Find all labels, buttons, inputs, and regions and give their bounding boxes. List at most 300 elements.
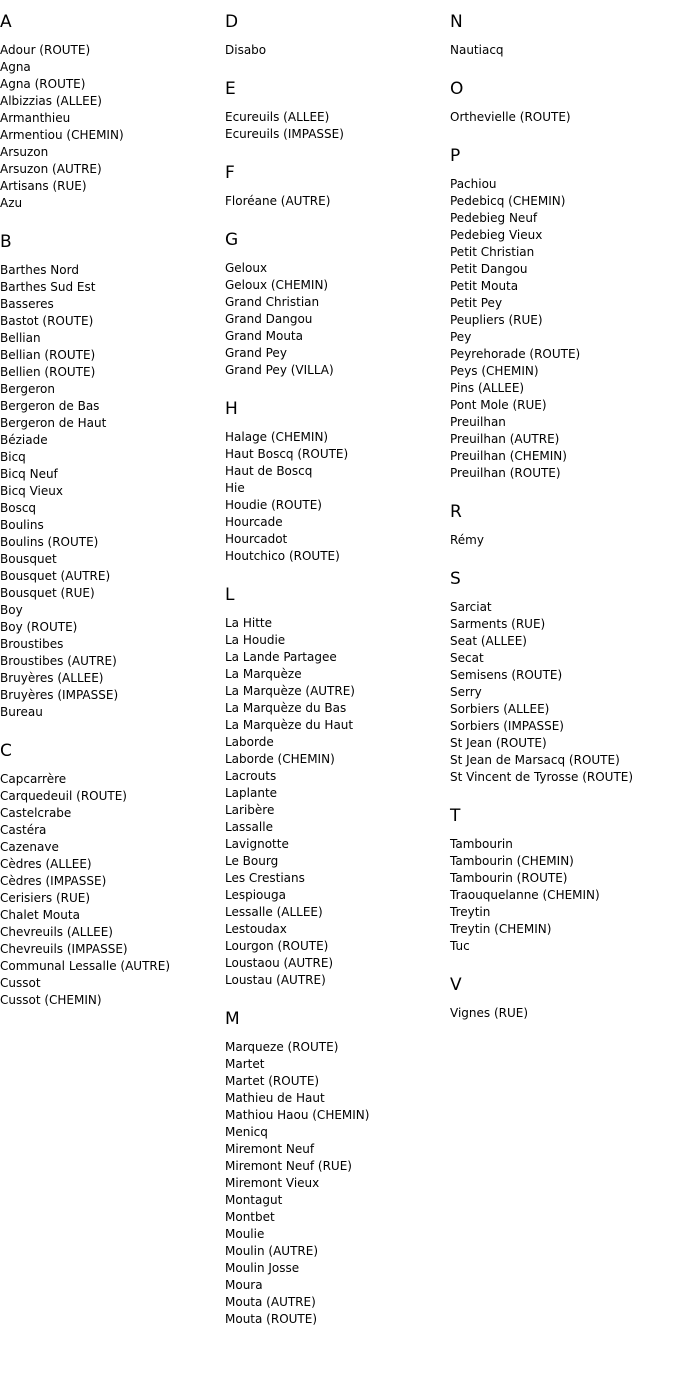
letter-group [225, 399, 450, 565]
list-item [450, 599, 675, 616]
street-link[interactable]: Albizzias (ALLEE) [0, 94, 102, 108]
list-item [0, 42, 225, 59]
list-item [225, 751, 450, 768]
street-link[interactable]: Petit Mouta [450, 279, 519, 293]
street-link[interactable]: Lavignotte [225, 837, 289, 851]
letter-heading: G [225, 230, 239, 250]
street-link[interactable]: Bruyères (ALLEE) [0, 671, 104, 685]
letter-heading: C [0, 741, 12, 761]
list-item [450, 769, 675, 786]
street-link[interactable]: Petit Dangou [450, 262, 528, 276]
letter-heading: E [225, 79, 236, 99]
list-item [450, 853, 675, 870]
street-link[interactable]: Halage (CHEMIN) [225, 430, 329, 444]
street-link[interactable]: Laborde [225, 735, 274, 749]
street-link[interactable]: Lespiouga [225, 888, 286, 902]
list-item [0, 144, 225, 161]
list-item [0, 585, 225, 602]
street-link[interactable]: Tambourin (ROUTE) [450, 871, 568, 885]
list-item [225, 497, 450, 514]
street-link[interactable]: Agna (ROUTE) [0, 77, 86, 91]
list-item [0, 619, 225, 636]
street-link[interactable]: Peupliers (RUE) [450, 313, 543, 327]
street-link[interactable]: Geloux (CHEMIN) [225, 278, 329, 292]
list-item [225, 193, 450, 210]
street-link[interactable]: Treytin [450, 905, 491, 919]
list-item [450, 278, 675, 295]
street-list [225, 429, 450, 565]
list-item [0, 364, 225, 381]
street-link[interactable]: Arsuzon [0, 145, 49, 159]
list-item [0, 500, 225, 517]
list-item [450, 752, 675, 769]
street-link[interactable]: Armanthieu [0, 111, 71, 125]
list-item [0, 941, 225, 958]
street-link[interactable]: Haut de Boscq [225, 464, 313, 478]
street-list [450, 42, 675, 59]
street-link[interactable]: St Jean (ROUTE) [450, 736, 547, 750]
street-link[interactable]: Le Bourg [225, 854, 279, 868]
street-link[interactable]: Preuilhan (AUTRE) [450, 432, 560, 446]
street-link[interactable]: Pont Mole (RUE) [450, 398, 547, 412]
list-item [0, 59, 225, 76]
street-link[interactable]: Martet (ROUTE) [225, 1074, 320, 1088]
street-link[interactable]: Miremont Vieux [225, 1176, 320, 1190]
list-item [0, 466, 225, 483]
street-list [225, 42, 450, 59]
list-item [225, 1039, 450, 1056]
street-link[interactable]: Loustau (AUTRE) [225, 973, 326, 987]
list-item [0, 822, 225, 839]
street-link[interactable]: Montbet [225, 1210, 275, 1224]
street-link[interactable]: Preuilhan (ROUTE) [450, 466, 561, 480]
list-item [225, 921, 450, 938]
street-link[interactable]: Semisens (ROUTE) [450, 668, 563, 682]
street-link[interactable]: Broustibes (AUTRE) [0, 654, 117, 668]
letter-heading: F [225, 163, 235, 183]
street-link[interactable]: Capcarrère [0, 772, 67, 786]
letter-heading: H [225, 399, 238, 419]
list-item [225, 294, 450, 311]
list-item [225, 768, 450, 785]
list-item [450, 836, 675, 853]
list-item [225, 700, 450, 717]
street-link[interactable]: Basseres [0, 297, 54, 311]
list-item [225, 819, 450, 836]
street-link[interactable]: Boscq [0, 501, 37, 515]
list-item [0, 975, 225, 992]
list-item [0, 534, 225, 551]
list-item [450, 870, 675, 887]
list-item [225, 853, 450, 870]
list-item [225, 429, 450, 446]
list-item [450, 616, 675, 633]
street-link[interactable]: Sorbiers (IMPASSE) [450, 719, 564, 733]
street-link[interactable]: Tambourin [450, 837, 513, 851]
street-link[interactable]: La Marquèze du Bas [225, 701, 347, 715]
list-item [450, 312, 675, 329]
letter-group [225, 1009, 450, 1328]
street-link[interactable]: Cèdres (ALLEE) [0, 857, 92, 871]
street-link[interactable]: Seat (ALLEE) [450, 634, 527, 648]
street-link[interactable]: Houdie (ROUTE) [225, 498, 322, 512]
street-link[interactable]: Disabo [225, 43, 267, 57]
list-item [225, 277, 450, 294]
street-link[interactable]: Lestoudax [225, 922, 287, 936]
list-item [225, 345, 450, 362]
letter-heading: A [0, 12, 12, 32]
letter-group [225, 12, 450, 59]
street-link[interactable]: Bergeron de Haut [0, 416, 107, 430]
list-item [225, 785, 450, 802]
list-item [225, 109, 450, 126]
list-item [450, 938, 675, 955]
street-link[interactable]: Pedebieg Vieux [450, 228, 543, 242]
list-item [225, 1311, 450, 1328]
list-item [450, 735, 675, 752]
street-link[interactable]: Pedebieg Neuf [450, 211, 538, 225]
letter-group [0, 232, 225, 721]
street-link[interactable]: Preuilhan [450, 415, 506, 429]
list-item [225, 1124, 450, 1141]
street-link[interactable]: Montagut [225, 1193, 283, 1207]
list-item [225, 938, 450, 955]
list-item [225, 632, 450, 649]
street-link[interactable]: Vignes (RUE) [450, 1006, 529, 1020]
street-link[interactable]: Hourcade [225, 515, 283, 529]
street-link[interactable]: Arsuzon (AUTRE) [0, 162, 102, 176]
list-item [0, 415, 225, 432]
street-link[interactable]: Traouquelanne (CHEMIN) [450, 888, 600, 902]
street-link[interactable]: Pins (ALLEE) [450, 381, 525, 395]
street-link[interactable]: Bicq Neuf [0, 467, 58, 481]
street-link[interactable]: Castéra [0, 823, 47, 837]
letter-group [225, 79, 450, 143]
street-link[interactable]: Cussot (CHEMIN) [0, 993, 102, 1007]
street-link[interactable]: La Lande Partagee [225, 650, 337, 664]
letter-group [225, 163, 450, 210]
street-link[interactable]: Peyrehorade (ROUTE) [450, 347, 581, 361]
letter-group [0, 12, 225, 212]
street-link[interactable]: Tambourin (CHEMIN) [450, 854, 574, 868]
street-link[interactable]: Loustaou (AUTRE) [225, 956, 334, 970]
street-link[interactable]: Boy (ROUTE) [0, 620, 78, 634]
street-link[interactable]: Grand Pey (VILLA) [225, 363, 334, 377]
street-link[interactable]: Bergeron [0, 382, 55, 396]
street-link[interactable]: Boy [0, 603, 23, 617]
list-item [0, 313, 225, 330]
street-link[interactable]: Cussot [0, 976, 41, 990]
list-item [450, 380, 675, 397]
list-item [450, 1005, 675, 1022]
list-item [225, 1294, 450, 1311]
letter-group [450, 502, 675, 549]
street-link[interactable]: Mouta (ROUTE) [225, 1312, 318, 1326]
list-item [0, 178, 225, 195]
street-link[interactable]: Lacrouts [225, 769, 277, 783]
street-link[interactable]: Chalet Mouta [0, 908, 80, 922]
letter-heading: L [225, 585, 235, 605]
index-column [0, 0, 225, 1029]
street-link[interactable]: Lessalle (ALLEE) [225, 905, 323, 919]
list-item [0, 432, 225, 449]
street-link[interactable]: Secat [450, 651, 484, 665]
list-item [0, 924, 225, 941]
street-link[interactable]: Laborde (CHEMIN) [225, 752, 335, 766]
list-item [450, 193, 675, 210]
street-link[interactable]: Hourcadot [225, 532, 288, 546]
street-link[interactable]: Moulin Josse [225, 1261, 300, 1275]
list-item [225, 887, 450, 904]
street-link[interactable]: Chevreuils (ALLEE) [0, 925, 113, 939]
street-link[interactable]: Cèdres (IMPASSE) [0, 874, 107, 888]
list-item [450, 887, 675, 904]
street-link[interactable]: Laplante [225, 786, 278, 800]
letter-group [450, 79, 675, 126]
list-item [225, 1260, 450, 1277]
list-item [450, 346, 675, 363]
street-link[interactable]: Miremont Neuf (RUE) [225, 1159, 352, 1173]
list-item [0, 127, 225, 144]
street-link[interactable]: Carquedeuil (ROUTE) [0, 789, 127, 803]
street-link[interactable]: Béziade [0, 433, 48, 447]
street-link[interactable]: La Hitte [225, 616, 273, 630]
street-link[interactable]: Artisans (RUE) [0, 179, 87, 193]
list-item [0, 347, 225, 364]
street-link[interactable]: La Marquèze du Haut [225, 718, 354, 732]
letter-group [450, 975, 675, 1022]
street-link[interactable]: St Jean de Marsacq (ROUTE) [450, 753, 620, 767]
street-link[interactable]: Bicq Vieux [0, 484, 63, 498]
letter-group [450, 569, 675, 786]
list-item [0, 93, 225, 110]
list-item [225, 836, 450, 853]
street-link[interactable]: Grand Pey [225, 346, 287, 360]
street-link[interactable]: Treytin (CHEMIN) [450, 922, 552, 936]
list-item [0, 110, 225, 127]
list-item [450, 109, 675, 126]
street-link[interactable]: Rémy [450, 533, 484, 547]
letter-heading: P [450, 146, 461, 166]
list-item [0, 195, 225, 212]
list-item [450, 414, 675, 431]
street-link[interactable]: La Houdie [225, 633, 286, 647]
street-link[interactable]: La Marquèze (AUTRE) [225, 684, 355, 698]
list-item [450, 718, 675, 735]
street-link[interactable]: Bicq [0, 450, 26, 464]
street-link[interactable]: Adour (ROUTE) [0, 43, 91, 57]
street-list [0, 771, 225, 1009]
list-item [0, 602, 225, 619]
street-link[interactable]: Sorbiers (ALLEE) [450, 702, 550, 716]
list-item [225, 1209, 450, 1226]
street-list [225, 1039, 450, 1328]
street-link[interactable]: Bergeron de Bas [0, 399, 100, 413]
list-item [0, 992, 225, 1009]
list-item [225, 1192, 450, 1209]
street-link[interactable]: Martet [225, 1057, 265, 1071]
list-item [0, 398, 225, 415]
list-item [225, 126, 450, 143]
list-item [450, 667, 675, 684]
street-link[interactable]: St Vincent de Tyrosse (ROUTE) [450, 770, 634, 784]
list-item [225, 311, 450, 328]
street-link[interactable]: Bruyères (IMPASSE) [0, 688, 119, 702]
street-link[interactable]: Grand Mouta [225, 329, 303, 343]
street-link[interactable]: Armentiou (CHEMIN) [0, 128, 124, 142]
street-link[interactable]: Petit Christian [450, 245, 535, 259]
list-item [0, 704, 225, 721]
street-link[interactable]: Cazenave [0, 840, 59, 854]
street-link[interactable]: Ecureuils (ALLEE) [225, 110, 330, 124]
list-item [225, 666, 450, 683]
street-link[interactable]: Moulin (AUTRE) [225, 1244, 318, 1258]
street-link[interactable]: Bellian [0, 331, 41, 345]
list-item [450, 176, 675, 193]
street-link[interactable]: Haut Boscq (ROUTE) [225, 447, 349, 461]
street-link[interactable]: Nautiacq [450, 43, 504, 57]
street-link[interactable]: Castelcrabe [0, 806, 72, 820]
street-link[interactable]: Bellien (ROUTE) [0, 365, 96, 379]
street-list [450, 599, 675, 786]
list-item [450, 227, 675, 244]
street-link[interactable]: Peys (CHEMIN) [450, 364, 539, 378]
street-link[interactable]: Sarments (RUE) [450, 617, 546, 631]
list-item [450, 329, 675, 346]
list-item [225, 802, 450, 819]
street-link[interactable]: Lassalle [225, 820, 273, 834]
list-item [225, 514, 450, 531]
list-item [0, 551, 225, 568]
street-link[interactable]: Serry [450, 685, 482, 699]
list-item [450, 921, 675, 938]
street-link[interactable]: Preuilhan (CHEMIN) [450, 449, 567, 463]
list-item [225, 1073, 450, 1090]
list-item [0, 262, 225, 279]
street-link[interactable]: Grand Dangou [225, 312, 313, 326]
list-item [225, 649, 450, 666]
list-item [450, 397, 675, 414]
list-item [0, 76, 225, 93]
list-item [225, 1141, 450, 1158]
list-item [0, 687, 225, 704]
letter-group [450, 12, 675, 59]
street-link[interactable]: Broustibes [0, 637, 64, 651]
list-item [225, 972, 450, 989]
street-list [0, 262, 225, 721]
index-column [225, 0, 450, 1348]
list-item [450, 684, 675, 701]
street-link[interactable]: Mouta (AUTRE) [225, 1295, 316, 1309]
street-link[interactable]: Azu [0, 196, 23, 210]
letter-group [225, 585, 450, 989]
street-link[interactable]: Orthevielle (ROUTE) [450, 110, 571, 124]
street-link[interactable]: Communal Lessalle (AUTRE) [0, 959, 170, 973]
street-link[interactable]: Geloux [225, 261, 268, 275]
street-link[interactable]: Bureau [0, 705, 43, 719]
street-link[interactable]: Moulie [225, 1227, 265, 1241]
letter-heading: M [225, 1009, 240, 1029]
list-item [0, 653, 225, 670]
list-item [450, 210, 675, 227]
street-link[interactable]: Bousquet [0, 552, 57, 566]
letter-group [450, 806, 675, 955]
street-link[interactable]: Lourgon (ROUTE) [225, 939, 329, 953]
street-link[interactable]: Boulins (ROUTE) [0, 535, 99, 549]
street-list [225, 109, 450, 143]
street-link[interactable]: Miremont Neuf [225, 1142, 315, 1156]
street-link[interactable]: Chevreuils (IMPASSE) [0, 942, 128, 956]
street-link[interactable]: Cerisiers (RUE) [0, 891, 91, 905]
street-link[interactable]: Marqueze (ROUTE) [225, 1040, 339, 1054]
list-item [225, 717, 450, 734]
street-link[interactable]: Bellian (ROUTE) [0, 348, 96, 362]
street-link[interactable]: Bastot (ROUTE) [0, 314, 94, 328]
letter-heading: S [450, 569, 461, 589]
street-link[interactable]: Laribère [225, 803, 275, 817]
street-link[interactable]: Les Crestians [225, 871, 305, 885]
list-item [0, 568, 225, 585]
list-item [0, 839, 225, 856]
street-link[interactable]: Petit Pey [450, 296, 503, 310]
street-link[interactable]: Ecureuils (IMPASSE) [225, 127, 344, 141]
list-item [225, 1056, 450, 1073]
street-link[interactable]: Bousquet (AUTRE) [0, 569, 111, 583]
list-item [225, 904, 450, 921]
street-link[interactable]: Grand Christian [225, 295, 320, 309]
list-item [0, 330, 225, 347]
list-item [450, 244, 675, 261]
list-item [225, 362, 450, 379]
list-item [225, 446, 450, 463]
street-link[interactable]: Pachiou [450, 177, 497, 191]
street-link[interactable]: Pedebicq (CHEMIN) [450, 194, 566, 208]
street-link[interactable]: Mathieu de Haut [225, 1091, 325, 1105]
street-link[interactable]: Hie [225, 481, 245, 495]
list-item [225, 480, 450, 497]
list-item [450, 532, 675, 549]
street-link[interactable]: Barthes Nord [0, 263, 79, 277]
list-item [0, 483, 225, 500]
street-link[interactable]: Bousquet (RUE) [0, 586, 95, 600]
street-list [450, 532, 675, 549]
street-link[interactable]: Boulins [0, 518, 44, 532]
street-link[interactable]: Tuc [450, 939, 470, 953]
list-item [0, 279, 225, 296]
list-item [0, 381, 225, 398]
list-item [225, 1158, 450, 1175]
street-list [450, 836, 675, 955]
list-item [0, 788, 225, 805]
list-item [0, 805, 225, 822]
list-item [225, 260, 450, 277]
street-link[interactable]: Pey [450, 330, 472, 344]
street-link[interactable]: Floréane (AUTRE) [225, 194, 331, 208]
street-link[interactable]: Sarciat [450, 600, 492, 614]
list-item [225, 463, 450, 480]
street-list [0, 42, 225, 212]
list-item [450, 448, 675, 465]
list-item [225, 615, 450, 632]
street-link[interactable]: La Marquèze [225, 667, 302, 681]
street-link[interactable]: Agna [0, 60, 31, 74]
street-link[interactable]: Mathiou Haou (CHEMIN) [225, 1108, 370, 1122]
street-link[interactable]: Houtchico (ROUTE) [225, 549, 340, 563]
street-link[interactable]: Menicq [225, 1125, 268, 1139]
street-link[interactable]: Moura [225, 1278, 263, 1292]
street-link[interactable]: Barthes Sud Est [0, 280, 96, 294]
letter-heading: N [450, 12, 463, 32]
